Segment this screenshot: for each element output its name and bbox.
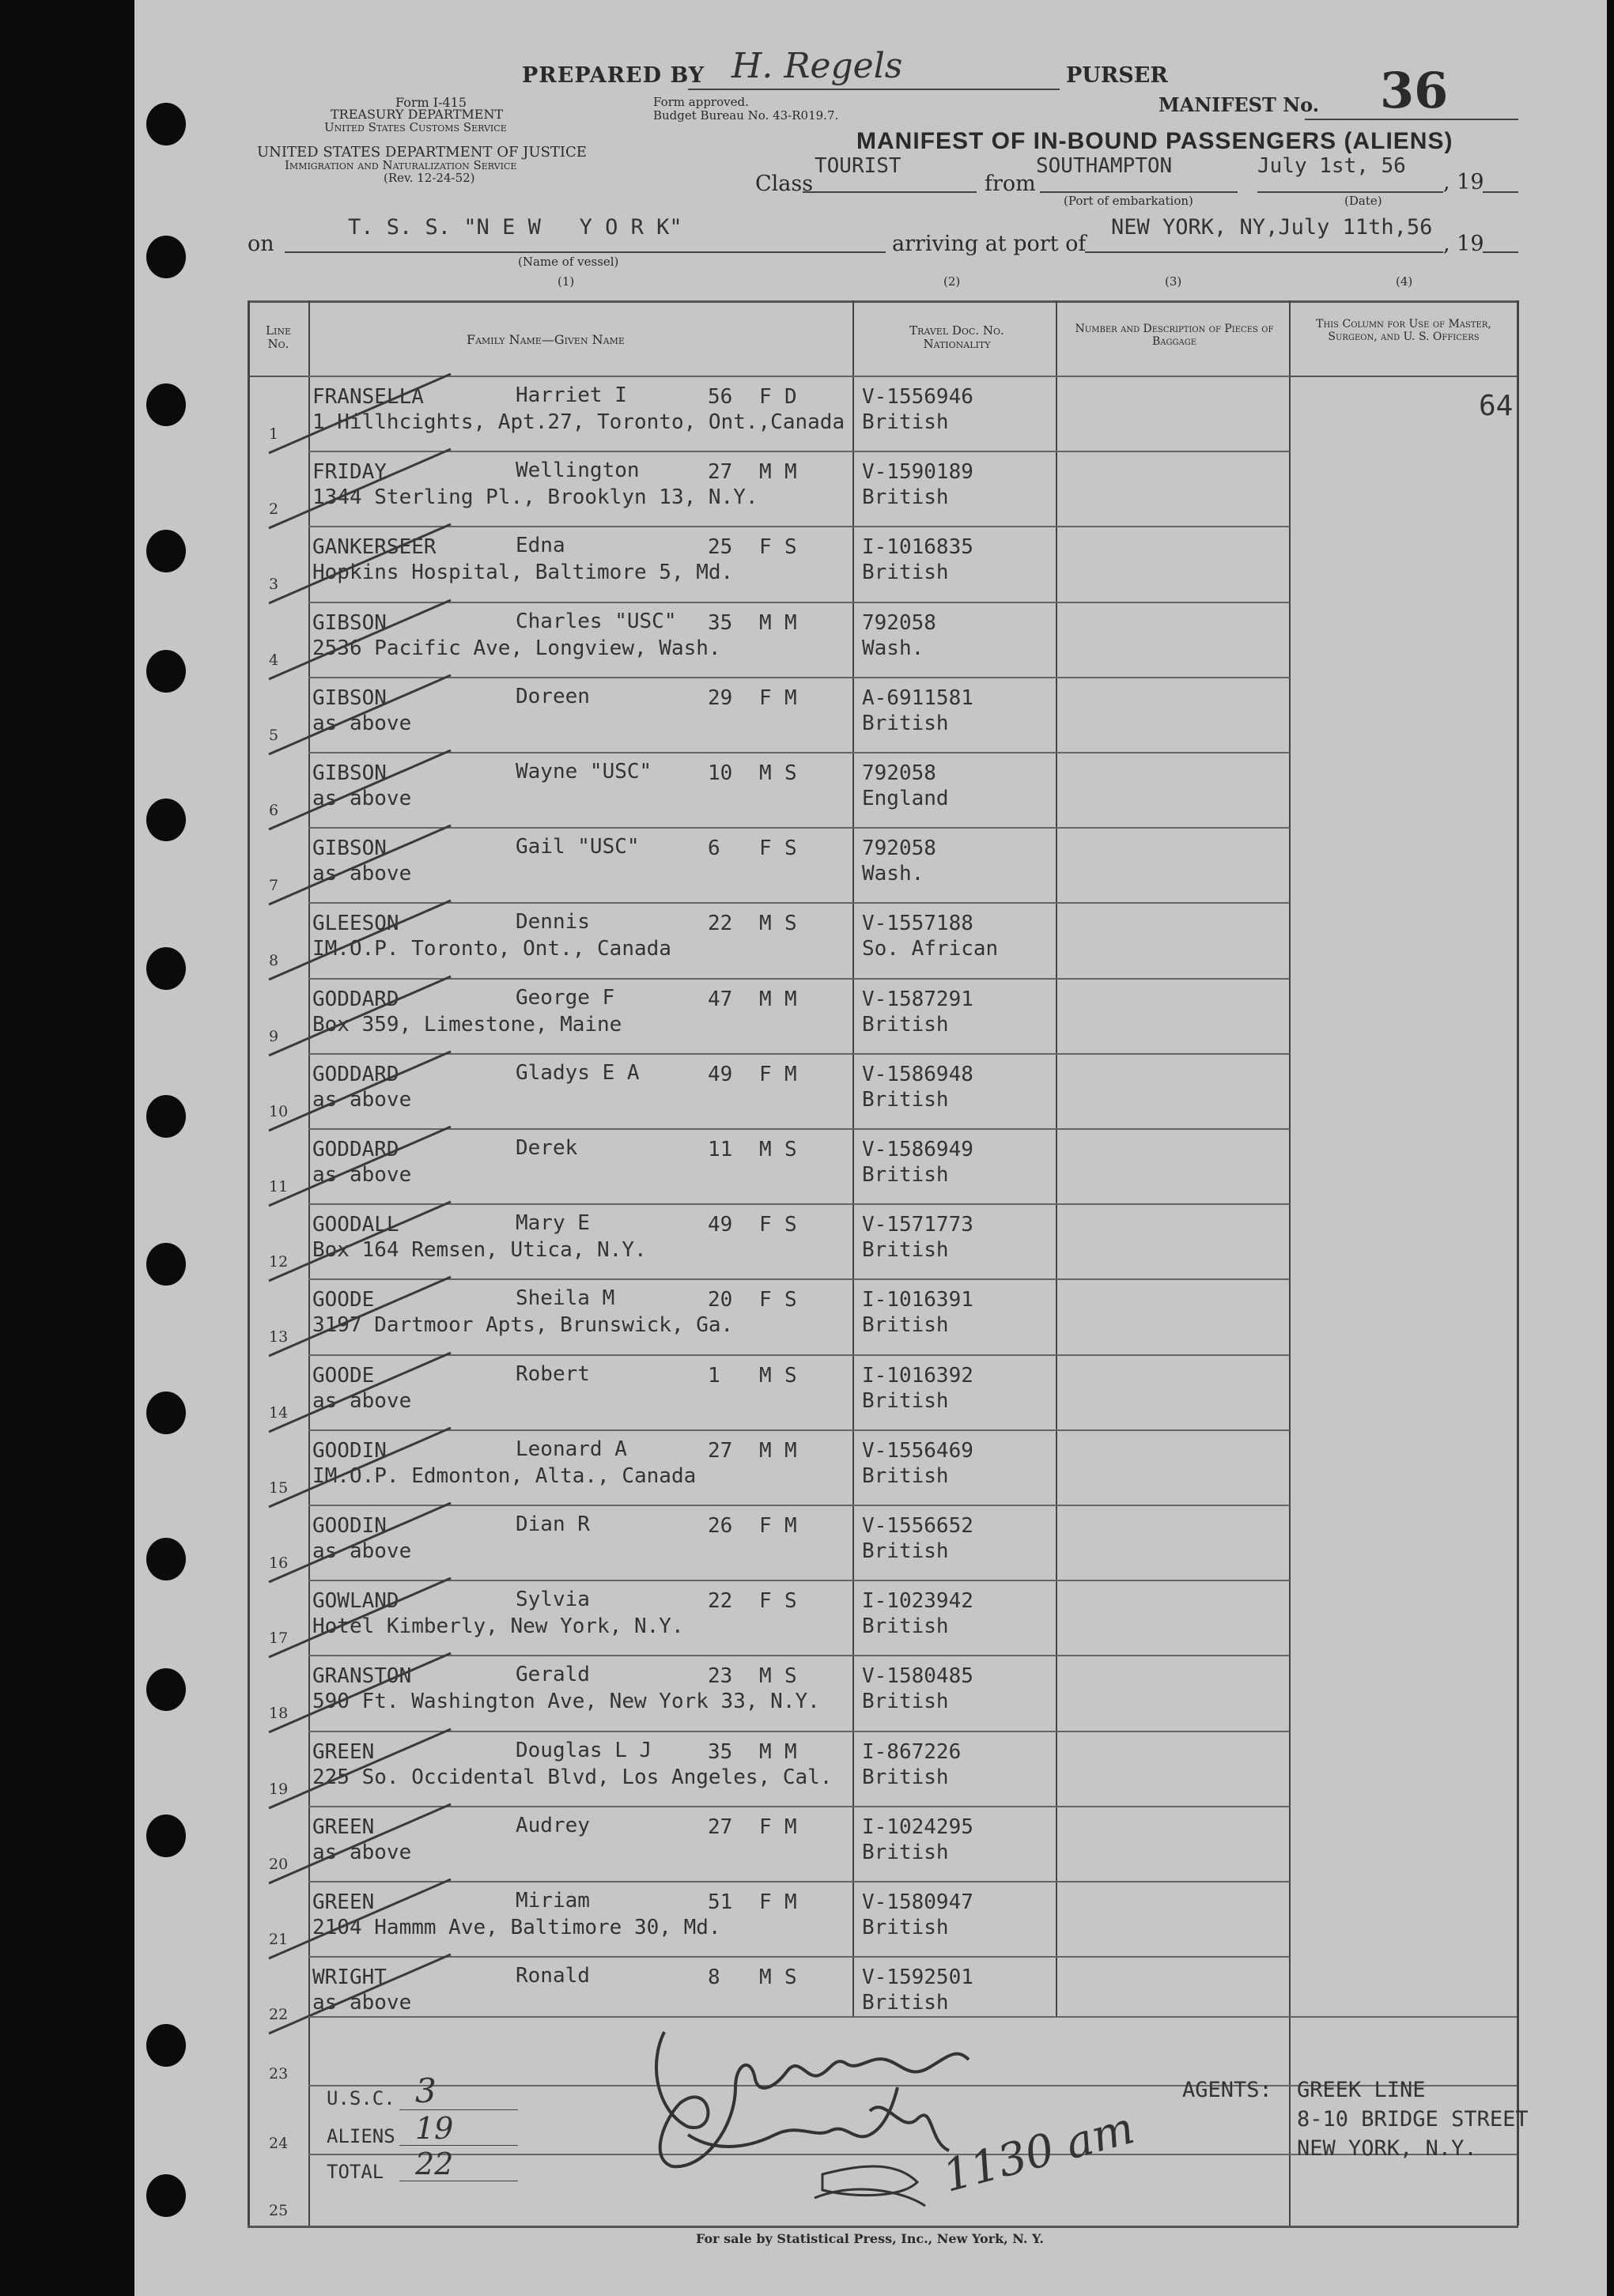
age: 23 — [708, 1664, 733, 1688]
given-name: Miriam — [516, 1889, 590, 1913]
travel-doc-no: V-1580947 — [862, 1890, 973, 1914]
punch-hole — [146, 1095, 186, 1138]
travel-doc-no: 792058 — [862, 761, 936, 785]
column-caption-3: (3) — [1165, 274, 1182, 289]
sex: F — [759, 1213, 772, 1237]
arrival-value: NEW YORK, NY,July 11th,56 — [1111, 215, 1433, 240]
marital-status: S — [784, 1138, 797, 1161]
family-name: GREEN — [312, 1890, 375, 1914]
footer-printer: For sale by Statistical Press, Inc., New York, N. Y. — [696, 2231, 1044, 2246]
travel-doc-no: V-1556946 — [862, 385, 973, 409]
travel-doc-no: V-1556469 — [862, 1439, 973, 1463]
travel-doc-no: I-1023942 — [862, 1589, 973, 1613]
family-name: GOWLAND — [312, 1589, 399, 1613]
line-number: 3 — [269, 576, 279, 593]
age: 11 — [708, 1138, 733, 1161]
line-number: 7 — [269, 877, 279, 894]
prepared-by-label: PREPARED BY — [522, 63, 705, 88]
marital-status: M — [784, 686, 797, 710]
sex: M — [759, 1138, 772, 1161]
aliens-underline — [399, 2145, 518, 2146]
manifest-no-underline — [1305, 119, 1518, 120]
from-underline — [1040, 191, 1238, 193]
address: Box 359, Limestone, Maine — [312, 1013, 622, 1037]
nationality: British — [862, 1765, 949, 1789]
nationality: British — [862, 410, 949, 434]
punch-hole — [146, 1815, 186, 1857]
given-name: Audrey — [516, 1814, 590, 1837]
header-family-name: Family Name—Given Name — [467, 332, 625, 347]
address: 2536 Pacific Ave, Longview, Wash. — [312, 636, 721, 660]
line-number: 22 — [269, 2006, 289, 2023]
date-underline — [1257, 191, 1443, 193]
age: 47 — [708, 988, 733, 1011]
marital-status: S — [784, 1664, 797, 1688]
vessel-name: T. S. S. "N E W Y O R K" — [348, 215, 682, 240]
line-number: 21 — [269, 1931, 289, 1948]
age: 49 — [708, 1063, 733, 1086]
punch-hole — [146, 2024, 186, 2067]
given-name: Sheila M — [516, 1286, 615, 1310]
age: 56 — [708, 385, 733, 409]
line-number: 1 — [269, 425, 279, 443]
agents-label: AGENTS: — [1182, 2078, 1272, 2102]
punch-hole — [146, 1243, 186, 1286]
marital-status: M — [784, 1514, 797, 1538]
travel-doc-no: A-6911581 — [862, 686, 973, 710]
form-number: Form I-415 — [395, 95, 467, 110]
address: 225 So. Occidental Blvd, Los Angeles, Cal. — [312, 1765, 833, 1789]
address: 1344 Sterling Pl., Brooklyn 13, N.Y. — [312, 485, 758, 509]
line-number: 12 — [269, 1253, 289, 1271]
address: as above — [312, 862, 412, 886]
family-name: GOODIN — [312, 1514, 387, 1538]
marital-status: S — [784, 1288, 797, 1312]
marital-status: S — [784, 1966, 797, 1989]
family-name: GOODIN — [312, 1439, 387, 1463]
department-of-justice: UNITED STATES DEPARTMENT OF JUSTICE — [257, 144, 587, 160]
line-number: 4 — [269, 651, 279, 669]
date-caption: (Date) — [1344, 194, 1382, 208]
header-baggage: Number and Description of Pieces of Baggage — [1075, 323, 1274, 348]
address: as above — [312, 1389, 412, 1413]
punch-hole — [146, 2174, 186, 2217]
address: Box 164 Remsen, Utica, N.Y. — [312, 1238, 647, 1262]
from-label: from — [985, 172, 1036, 196]
punch-hole — [146, 530, 186, 572]
nationality: British — [862, 1313, 949, 1337]
nationality: British — [862, 1991, 949, 2015]
nationality: British — [862, 1238, 949, 1262]
nationality: England — [862, 787, 949, 810]
travel-doc-no: V-1592501 — [862, 1966, 973, 1989]
family-name: FRANSELLA — [312, 385, 424, 409]
marital-status: S — [784, 1213, 797, 1237]
line-number: 13 — [269, 1328, 289, 1346]
given-name: Robert — [516, 1362, 590, 1386]
travel-doc-no: I-1024295 — [862, 1815, 973, 1839]
family-name: GIBSON — [312, 611, 387, 635]
prepared-by-value: H. Regels — [731, 46, 903, 86]
nationality: British — [862, 1088, 949, 1112]
family-name: GANKERSEER — [312, 535, 437, 559]
line-number: 25 — [269, 2202, 289, 2219]
nationality: Wash. — [862, 862, 924, 886]
sex: M — [759, 761, 772, 785]
line-number: 5 — [269, 727, 279, 744]
line-number: 18 — [269, 1705, 289, 1722]
nationality: Wash. — [862, 636, 924, 660]
header-officers: This Column for Use of Master, Surgeon, and U. S. Officers — [1316, 318, 1491, 343]
purser-label: PURSER — [1066, 63, 1168, 88]
sex: F — [759, 1288, 772, 1312]
age: 26 — [708, 1514, 733, 1538]
name-column-divider — [852, 300, 854, 2016]
marital-status: S — [784, 535, 797, 559]
sex: F — [759, 1890, 772, 1914]
arrival-year-label: , 19 — [1443, 232, 1484, 256]
class-label: Class — [755, 172, 814, 196]
line-number: 2 — [269, 500, 279, 518]
line-number: 14 — [269, 1404, 289, 1422]
sex: M — [759, 460, 772, 484]
punch-hole — [146, 236, 186, 278]
line-number: 6 — [269, 802, 279, 819]
column-caption-4: (4) — [1396, 274, 1413, 289]
address: 3197 Dartmoor Apts, Brunswick, Ga. — [312, 1313, 734, 1337]
immigration-service: Immigration and Naturalization Service — [285, 158, 517, 172]
table-left-border — [248, 300, 250, 2226]
age: 29 — [708, 686, 733, 710]
travel-doc-no: I-1016392 — [862, 1364, 973, 1388]
age: 49 — [708, 1213, 733, 1237]
revision: (Rev. 12-24-52) — [384, 171, 475, 185]
address: as above — [312, 1841, 412, 1864]
travel-doc-no: 792058 — [862, 611, 936, 635]
address: 1 Hillhcights, Apt.27, Toronto, Ont.,Canada — [312, 410, 845, 434]
prepared-by-underline — [688, 89, 1060, 90]
sex: M — [759, 611, 772, 635]
given-name: Gerald — [516, 1663, 590, 1686]
nationality: British — [862, 1464, 949, 1488]
marital-status: M — [784, 1063, 797, 1086]
address: as above — [312, 1991, 412, 2015]
given-name: Gladys E A — [516, 1061, 640, 1085]
treasury-department: TREASURY DEPARTMENT — [331, 107, 504, 122]
family-name: GODDARD — [312, 988, 399, 1011]
sex: M — [759, 1439, 772, 1463]
marital-status: M — [784, 460, 797, 484]
age: 6 — [708, 836, 720, 860]
travel-doc-no: V-1571773 — [862, 1213, 973, 1237]
line-number: 10 — [269, 1103, 289, 1120]
sex: M — [759, 1664, 772, 1688]
header-line-no: Line No. — [266, 323, 291, 351]
given-name: Douglas L J — [516, 1739, 652, 1762]
nationality: British — [862, 1916, 949, 1939]
given-name: Wayne "USC" — [516, 760, 652, 784]
year-underline — [1483, 191, 1518, 193]
family-name: GREEN — [312, 1815, 375, 1839]
family-name: GIBSON — [312, 836, 387, 860]
usc-underline — [399, 2109, 518, 2110]
marital-status: M — [784, 1815, 797, 1839]
on-label: on — [248, 232, 274, 256]
agent-line-1: GREEK LINE — [1297, 2078, 1426, 2102]
address: 2104 Hammm Ave, Baltimore 30, Md. — [312, 1916, 721, 1939]
from-value: SOUTHAMPTON — [1036, 154, 1173, 178]
marital-status: M — [784, 1439, 797, 1463]
sex: M — [759, 988, 772, 1011]
line-number: 16 — [269, 1554, 289, 1572]
agent-line-2: 8-10 BRIDGE STREET — [1297, 2107, 1529, 2132]
age: 22 — [708, 912, 733, 935]
travel-doc-no: V-1557188 — [862, 912, 973, 935]
family-name: GLEESON — [312, 912, 399, 935]
marital-status: S — [784, 836, 797, 860]
given-name: Mary E — [516, 1211, 590, 1235]
arrival-year-underline — [1483, 251, 1518, 253]
marital-status: M — [784, 1890, 797, 1914]
sex: M — [759, 1966, 772, 1989]
address: Hopkins Hospital, Baltimore 5, Md. — [312, 561, 734, 584]
check-mark-stroke — [261, 1940, 467, 2035]
aliens-label: ALIENS — [327, 2125, 395, 2147]
line-number: 20 — [269, 1856, 289, 1873]
aliens-value: 19 — [415, 2111, 454, 2146]
sex: F — [759, 385, 772, 409]
address: Hotel Kimberly, New York, N.Y. — [312, 1614, 684, 1638]
age: 25 — [708, 535, 733, 559]
sex: F — [759, 535, 772, 559]
sex: F — [759, 1815, 772, 1839]
manifest-no-value: 36 — [1380, 62, 1449, 119]
baggage-column-divider — [1289, 300, 1291, 2226]
arriving-label: arriving at port of — [892, 232, 1087, 256]
arrival-underline — [1085, 251, 1443, 253]
line-number: 9 — [269, 1028, 279, 1045]
vessel-underline — [285, 251, 886, 253]
header-travel-doc: Travel Doc. No. Nationality — [909, 323, 1004, 351]
punch-hole — [146, 947, 186, 990]
line-number: 24 — [269, 2135, 289, 2152]
given-name: Dennis — [516, 910, 590, 934]
age: 1 — [708, 1364, 720, 1388]
column-caption-2: (2) — [943, 274, 961, 289]
sex: F — [759, 1589, 772, 1613]
line-number: 23 — [269, 2065, 289, 2083]
travel-doc-no: V-1590189 — [862, 460, 973, 484]
manifest-no-label: MANIFEST No. — [1159, 93, 1320, 116]
age: 22 — [708, 1589, 733, 1613]
travel-doc-no: I-1016835 — [862, 535, 973, 559]
family-name: GOODALL — [312, 1213, 399, 1237]
nationality: British — [862, 1841, 949, 1864]
address: as above — [312, 712, 412, 735]
travel-doc-no: I-867226 — [862, 1740, 962, 1764]
marital-status: S — [784, 912, 797, 935]
age: 8 — [708, 1966, 720, 1989]
age: 27 — [708, 1815, 733, 1839]
marital-status: M — [784, 1740, 797, 1764]
address: as above — [312, 1088, 412, 1112]
sex: F — [759, 1063, 772, 1086]
class-underline — [803, 191, 977, 193]
nationality: So. African — [862, 937, 999, 961]
address: as above — [312, 787, 412, 810]
given-name: Harriet I — [516, 383, 627, 407]
sex: F — [759, 686, 772, 710]
given-name: Sylvia — [516, 1588, 590, 1611]
age: 27 — [708, 460, 733, 484]
nationality: British — [862, 1690, 949, 1713]
address: 590 Ft. Washington Ave, New York 33, N.Y. — [312, 1690, 820, 1713]
punch-hole — [146, 1392, 186, 1434]
table-top-border — [248, 300, 1518, 303]
age: 27 — [708, 1439, 733, 1463]
given-name: Leonard A — [516, 1437, 627, 1461]
family-name: GRANSTON — [312, 1664, 412, 1688]
address: IM.O.P. Toronto, Ont., Canada — [312, 937, 671, 961]
given-name: Charles "USC" — [516, 610, 677, 633]
family-name: WRIGHT — [312, 1966, 387, 1989]
nationality: British — [862, 1389, 949, 1413]
check-mark-line — [269, 1954, 451, 2034]
address: as above — [312, 1539, 412, 1563]
age: 35 — [708, 611, 733, 635]
sex: F — [759, 836, 772, 860]
travel-doc-no: V-1556652 — [862, 1514, 973, 1538]
travel-doc-no: 792058 — [862, 836, 936, 860]
line-number: 17 — [269, 1629, 289, 1647]
address: as above — [312, 1163, 412, 1187]
doc-column-divider — [1056, 300, 1057, 2016]
marital-status: M — [784, 611, 797, 635]
marital-status: S — [784, 1364, 797, 1388]
embark-year-label: , 19 — [1443, 170, 1484, 194]
punch-hole — [146, 1668, 186, 1711]
travel-doc-no: V-1587291 — [862, 988, 973, 1011]
travel-doc-no: V-1586948 — [862, 1063, 973, 1086]
time-note: 1130 am — [937, 2102, 1140, 2203]
line-number: 8 — [269, 952, 279, 969]
sex: M — [759, 1364, 772, 1388]
family-name: GOODE — [312, 1364, 375, 1388]
travel-doc-no: I-1016391 — [862, 1288, 973, 1312]
column-caption-1: (1) — [558, 274, 575, 289]
nationality: British — [862, 1013, 949, 1037]
line-number: 11 — [269, 1178, 289, 1195]
embarkation-date: July 1st, 56 — [1257, 154, 1406, 178]
table-right-border — [1517, 300, 1519, 2226]
marital-status: D — [784, 385, 797, 409]
given-name: Derek — [516, 1136, 578, 1160]
line-number: 15 — [269, 1479, 289, 1497]
family-name: GIBSON — [312, 761, 387, 785]
name-of-vessel-caption: (Name of vessel) — [518, 255, 619, 269]
age: 51 — [708, 1890, 733, 1914]
given-name: Doreen — [516, 685, 590, 708]
age: 10 — [708, 761, 733, 785]
given-name: Dian R — [516, 1512, 590, 1536]
age: 35 — [708, 1740, 733, 1764]
nationality: British — [862, 712, 949, 735]
family-name: GOODE — [312, 1288, 375, 1312]
total-label: TOTAL — [327, 2161, 384, 2183]
punch-hole — [146, 799, 186, 841]
class-value: TOURIST — [815, 154, 901, 178]
travel-doc-no: V-1586949 — [862, 1138, 973, 1161]
nationality: British — [862, 485, 949, 509]
given-name: George F — [516, 986, 615, 1010]
given-name: Gail "USC" — [516, 835, 640, 859]
port-of-embarkation-caption: (Port of embarkation) — [1064, 194, 1193, 208]
marital-status: S — [784, 1589, 797, 1613]
form-approved: Form approved. — [653, 95, 749, 109]
age: 20 — [708, 1288, 733, 1312]
budget-bureau: Budget Bureau No. 43-R019.7. — [653, 108, 839, 123]
customs-service: United States Customs Service — [324, 120, 507, 134]
travel-doc-no: V-1580485 — [862, 1664, 973, 1688]
punch-hole — [146, 103, 186, 145]
usc-label: U.S.C. — [327, 2087, 395, 2109]
marital-status: M — [784, 988, 797, 1011]
address: IM.O.P. Edmonton, Alta., Canada — [312, 1464, 697, 1488]
nationality: British — [862, 1614, 949, 1638]
nationality: British — [862, 561, 949, 584]
given-name: Edna — [516, 534, 565, 557]
family-name: GREEN — [312, 1740, 375, 1764]
agent-line-3: NEW YORK, N.Y. — [1297, 2136, 1477, 2161]
family-name: FRIDAY — [312, 460, 387, 484]
manifest-title: MANIFEST OF IN-BOUND PASSENGERS (ALIENS) — [856, 128, 1453, 154]
punch-hole — [146, 650, 186, 693]
given-name: Wellington — [516, 459, 640, 482]
sex: F — [759, 1514, 772, 1538]
usc-value: 3 — [415, 2071, 437, 2110]
punch-hole — [146, 383, 186, 426]
family-name: GODDARD — [312, 1138, 399, 1161]
sex: M — [759, 912, 772, 935]
total-value: 22 — [415, 2147, 454, 2181]
nationality: British — [862, 1539, 949, 1563]
family-name: GIBSON — [312, 686, 387, 710]
line-number: 19 — [269, 1781, 289, 1798]
family-name: GODDARD — [312, 1063, 399, 1086]
marital-status: S — [784, 761, 797, 785]
given-name: Ronald — [516, 1964, 590, 1988]
punch-hole — [146, 1538, 186, 1580]
officer-note: 64 — [1479, 390, 1514, 422]
sex: M — [759, 1740, 772, 1764]
nationality: British — [862, 1163, 949, 1187]
